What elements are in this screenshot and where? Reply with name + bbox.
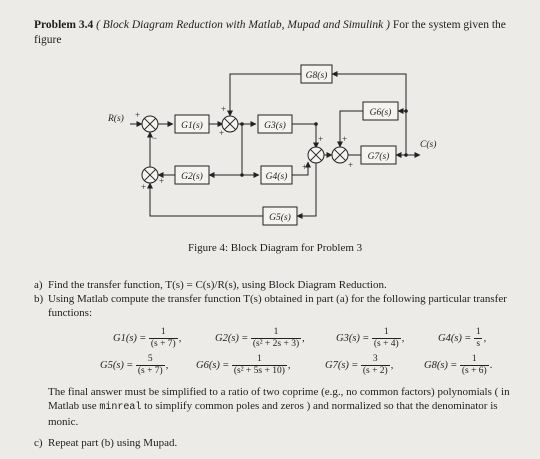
wire-g5-s5 <box>150 183 263 216</box>
sign-plus: + <box>348 160 354 170</box>
sign-minus: − <box>152 133 158 143</box>
formula-g6: G6(s) = $\frac{1}{\text{(s² + 5s + 10)}}$ , <box>196 354 291 376</box>
question-c <box>34 436 529 450</box>
block-g8-label: G8(s) <box>305 71 328 81</box>
formula-g2: G2(s) = $\frac{1}{\text{(s² + 2s + 3)}}$ , <box>215 327 305 349</box>
wire-g8-s2 <box>230 74 301 116</box>
formula-g7: G7(s) = $\frac{3}{(s + 2)}$ , <box>325 354 394 376</box>
formula-g1: G1(s) = $\frac{1}{(s + 7)}$ , <box>113 327 182 349</box>
question-b-label: b) <box>34 293 44 305</box>
question-c-text: Repeat part (b) using Mupad. <box>48 437 178 449</box>
question-b-text: Using Matlab compute the transfer function T(s) obtained in part (a) for the following particular transfer functions: <box>48 293 507 319</box>
formula-g8: G8(s) = $\frac{1}{(s + 6)}$ . <box>424 354 493 376</box>
final-answer-note: The final answer must be simplified to a ratio of two coprime (e.g., no common factors) polynomials ( in Matlab use minreal to simplify common poles and zeros ) and normalized so that the denominator is monic. <box>48 386 510 428</box>
formula-g3: G3(s) = $\frac{1}{(s + 4)}$ , <box>336 327 405 349</box>
block-g7-label: G7(s) <box>367 152 390 162</box>
code-minreal: minreal <box>99 402 142 413</box>
input-label: R(s) <box>108 114 124 124</box>
wire-out-g6 <box>398 111 406 155</box>
block-g3-label: G3(s) <box>264 121 286 131</box>
sign-plus: + <box>318 134 324 144</box>
junction-dot <box>240 122 244 126</box>
formula-g4: G4(s) = $\frac{1}{s}$ , <box>438 327 487 349</box>
junction-dot <box>404 109 408 113</box>
summing-junction-1 <box>142 116 158 132</box>
sign-plus: + <box>302 162 308 172</box>
summing-junction-5 <box>332 147 348 163</box>
junction-dot <box>240 173 244 177</box>
problem-statement: For the system given the figure <box>34 19 506 46</box>
question-a <box>34 278 529 292</box>
block-g6-label: G6(s) <box>369 108 392 118</box>
sign-plus: + <box>159 176 165 186</box>
sign-plus: + <box>141 182 147 192</box>
summing-junction-2 <box>222 116 238 132</box>
block-g5-label: G5(s) <box>269 213 291 223</box>
problem-number: Problem 3.4 <box>34 19 94 31</box>
summing-junction-3 <box>142 167 158 183</box>
block-g2-label: G2(s) <box>181 172 203 182</box>
output-label: C(s) <box>420 140 437 150</box>
summing-junction-4 <box>308 147 324 163</box>
wire-g2-branch <box>209 124 242 175</box>
formula-g5: G5(s) = $\frac{5}{(s + 7)}$ , <box>100 354 169 376</box>
sign-plus: + <box>221 104 227 114</box>
question-c-label: c) <box>34 437 43 449</box>
junction-dot <box>314 122 318 126</box>
sign-plus: + <box>219 128 225 138</box>
junction-dot <box>404 153 408 157</box>
block-g1-label: G1(s) <box>181 121 203 131</box>
figure-caption: Figure 4: Block Diagram for Problem 3 <box>188 242 363 254</box>
sign-plus: + <box>135 110 141 120</box>
sign-plus: + <box>342 134 348 144</box>
problem-subtitle: ( Block Diagram Reduction with Matlab, Mupad and Simulink ) <box>96 19 390 31</box>
question-b <box>34 292 529 320</box>
block-g4-label: G4(s) <box>265 172 288 182</box>
question-a-text: Find the transfer function, T(s) = C(s)/R(s), using Block Diagram Reduction. <box>48 279 387 291</box>
question-a-label: a) <box>34 279 43 291</box>
